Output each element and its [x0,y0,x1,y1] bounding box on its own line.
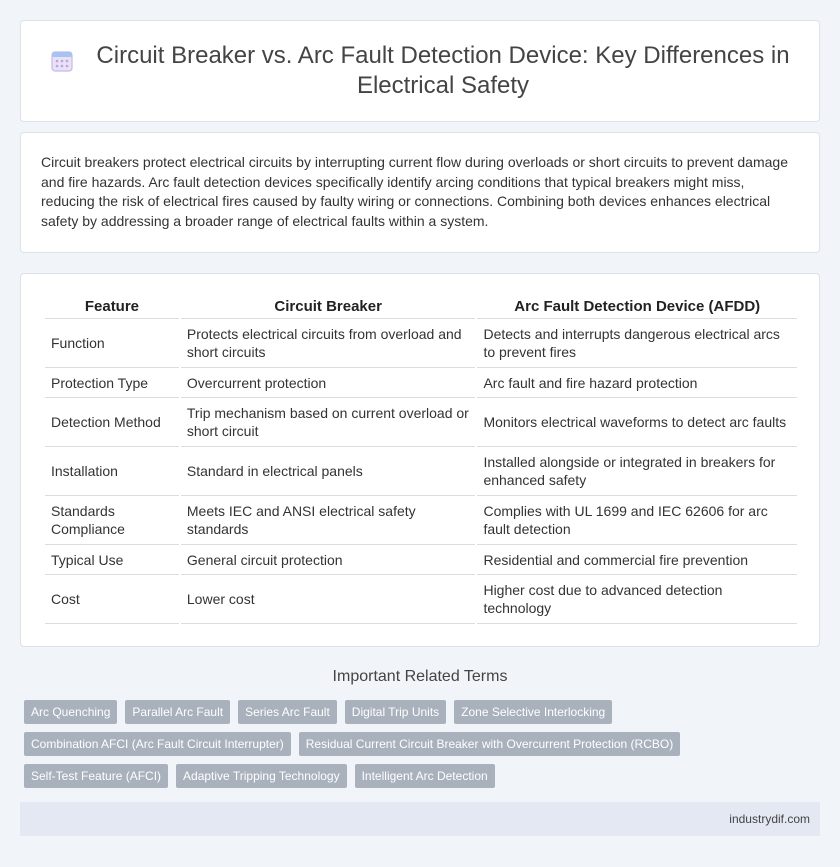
row-afdd-cell: Residential and commercial fire prevention [477,545,797,575]
tag-combination-afci[interactable]: Combination AFCI (Arc Fault Circuit Interrupter) [24,732,291,756]
table-row [45,575,797,624]
row-feature-cell: Protection Type [45,368,179,398]
header-circuit-breaker: Circuit Breaker [181,294,476,319]
comparison-table-card [20,273,820,647]
row-feature-cell: Typical Use [45,545,179,575]
tag-self-test-feature[interactable]: Self-Test Feature (AFCI) [24,764,168,788]
row-feature-cell: Standards Compliance [45,496,179,545]
tag-intelligent-arc-detection[interactable]: Intelligent Arc Detection [355,764,495,788]
table-row [45,496,797,545]
row-feature-cell: Function [45,319,179,368]
table-row [45,545,797,575]
tag-arc-quenching[interactable]: Arc Quenching [24,700,117,724]
title-card [20,20,820,122]
tag-row [24,764,824,788]
page-title: Circuit Breaker vs. Arc Fault Detection Device: Key Differences in Electrical Safety [96,42,790,99]
tag-parallel-arc-fault[interactable]: Parallel Arc Fault [125,700,230,724]
footer-site-link[interactable]: industrydif.com [729,812,810,826]
tag-digital-trip-units[interactable]: Digital Trip Units [345,700,446,724]
header-afdd: Arc Fault Detection Device (AFDD) [477,294,797,319]
row-breaker-cell: Overcurrent protection [181,368,476,398]
tag-series-arc-fault[interactable]: Series Arc Fault [238,700,337,724]
row-afdd-cell: Monitors electrical waveforms to detect arc faults [477,398,797,447]
table-header-row [45,294,797,319]
tag-zone-selective-interlocking[interactable]: Zone Selective Interlocking [454,700,612,724]
tag-adaptive-tripping[interactable]: Adaptive Tripping Technology [176,764,347,788]
row-breaker-cell: Trip mechanism based on current overload or short circuit [181,398,476,447]
row-feature-cell: Detection Method [45,398,179,447]
row-afdd-cell: Detects and interrupts dangerous electrical arcs to prevent fires [477,319,797,368]
calendar-grid-icon [50,49,74,73]
row-breaker-cell: Meets IEC and ANSI electrical safety standards [181,496,476,545]
row-breaker-cell: Protects electrical circuits from overload and short circuits [181,319,476,368]
row-breaker-cell: Lower cost [181,575,476,624]
row-feature-cell: Cost [45,575,179,624]
row-afdd-cell: Complies with UL 1699 and IEC 62606 for arc fault detection [477,496,797,545]
row-afdd-cell: Higher cost due to advanced detection technology [477,575,797,624]
table-row [45,319,797,368]
row-afdd-cell: Installed alongside or integrated in breakers for enhanced safety [477,447,797,496]
row-breaker-cell: Standard in electrical panels [181,447,476,496]
tag-rcbo[interactable]: Residual Current Circuit Breaker with Overcurrent Protection (RCBO) [299,732,680,756]
tag-row [24,700,824,724]
row-feature-cell: Installation [45,447,179,496]
intro-card [20,132,820,253]
row-breaker-cell: General circuit protection [181,545,476,575]
table-row [45,398,797,447]
related-terms-tags [24,700,824,796]
header-feature: Feature [45,294,179,319]
table-row [45,447,797,496]
row-afdd-cell: Arc fault and fire hazard protection [477,368,797,398]
footer [20,802,820,836]
related-terms-title: Important Related Terms [332,668,508,685]
table-row [45,368,797,398]
intro-paragraph: Circuit breakers protect electrical circuits by interrupting current flow during overloads or short circuits to prevent damage and fire hazards. Arc fault detection devices specifically identify arcing conditions that typical breakers might miss, reducing the risk of electrical fires caused by faulty wiring or connections. Combining both devices enhances electrical safety by addressing a broader range of electrical faults within a system. [41,154,788,229]
title-wrap [50,41,790,101]
comparison-table [43,294,799,624]
tag-row [24,732,824,756]
